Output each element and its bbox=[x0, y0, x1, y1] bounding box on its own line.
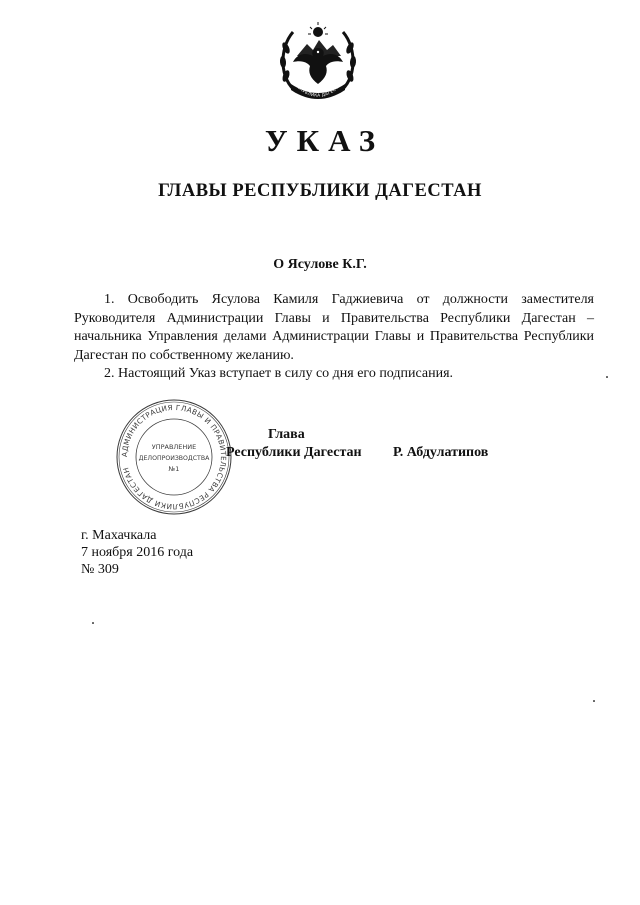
paragraph-2: 2. Настоящий Указ вступает в силу со дня его подписания. bbox=[104, 366, 454, 381]
scan-speck bbox=[593, 700, 595, 702]
paragraph-1: 1. Освободить Ясулова Камиля Гаджиевича от должности заместителя Руководителя Администрации Главы и Правительства Республики Дагестан – начальника Управления делами Администрации Главы и Правительства Республики Дагестан по собственному желанию. bbox=[74, 292, 594, 363]
dagestan-coat-of-arms-icon bbox=[277, 18, 359, 110]
issue-date: 7 ноября 2016 года bbox=[81, 545, 194, 560]
round-stamp-icon bbox=[114, 397, 234, 517]
scan-speck bbox=[92, 622, 94, 624]
document-subtitle: ГЛАВЫ РЕСПУБЛИКИ ДАГЕСТАН bbox=[158, 181, 482, 201]
document-body bbox=[74, 291, 594, 384]
signatory-name: Р. Абдулатипов bbox=[393, 445, 489, 460]
document-footer bbox=[81, 527, 193, 578]
document-number: № 309 bbox=[81, 562, 119, 577]
emblem-ribbon-text: РЕСПУБЛИКА ДАГЕСТАН bbox=[292, 80, 344, 98]
signatory-title-line2: Республики Дагестан bbox=[226, 445, 362, 460]
stamp-line-3: №1 bbox=[168, 465, 180, 473]
signatory-title-line1: Глава bbox=[268, 427, 305, 442]
stamp-line-1: УПРАВЛЕНИЕ bbox=[151, 443, 197, 451]
document-title: УКАЗ bbox=[264, 123, 385, 158]
scan-speck bbox=[606, 376, 608, 378]
document-heading: О Ясулове К.Г. bbox=[273, 257, 367, 272]
stamp-line-2: ДЕЛОПРОИЗВОДСТВА bbox=[138, 455, 210, 462]
stamp-ring-text: АДМИНИСТРАЦИЯ ГЛАВЫ И ПРАВИТЕЛЬСТВА РЕСПУБЛИКИ ДАГЕСТАН bbox=[119, 402, 229, 512]
issue-city: г. Махачкала bbox=[81, 528, 157, 543]
